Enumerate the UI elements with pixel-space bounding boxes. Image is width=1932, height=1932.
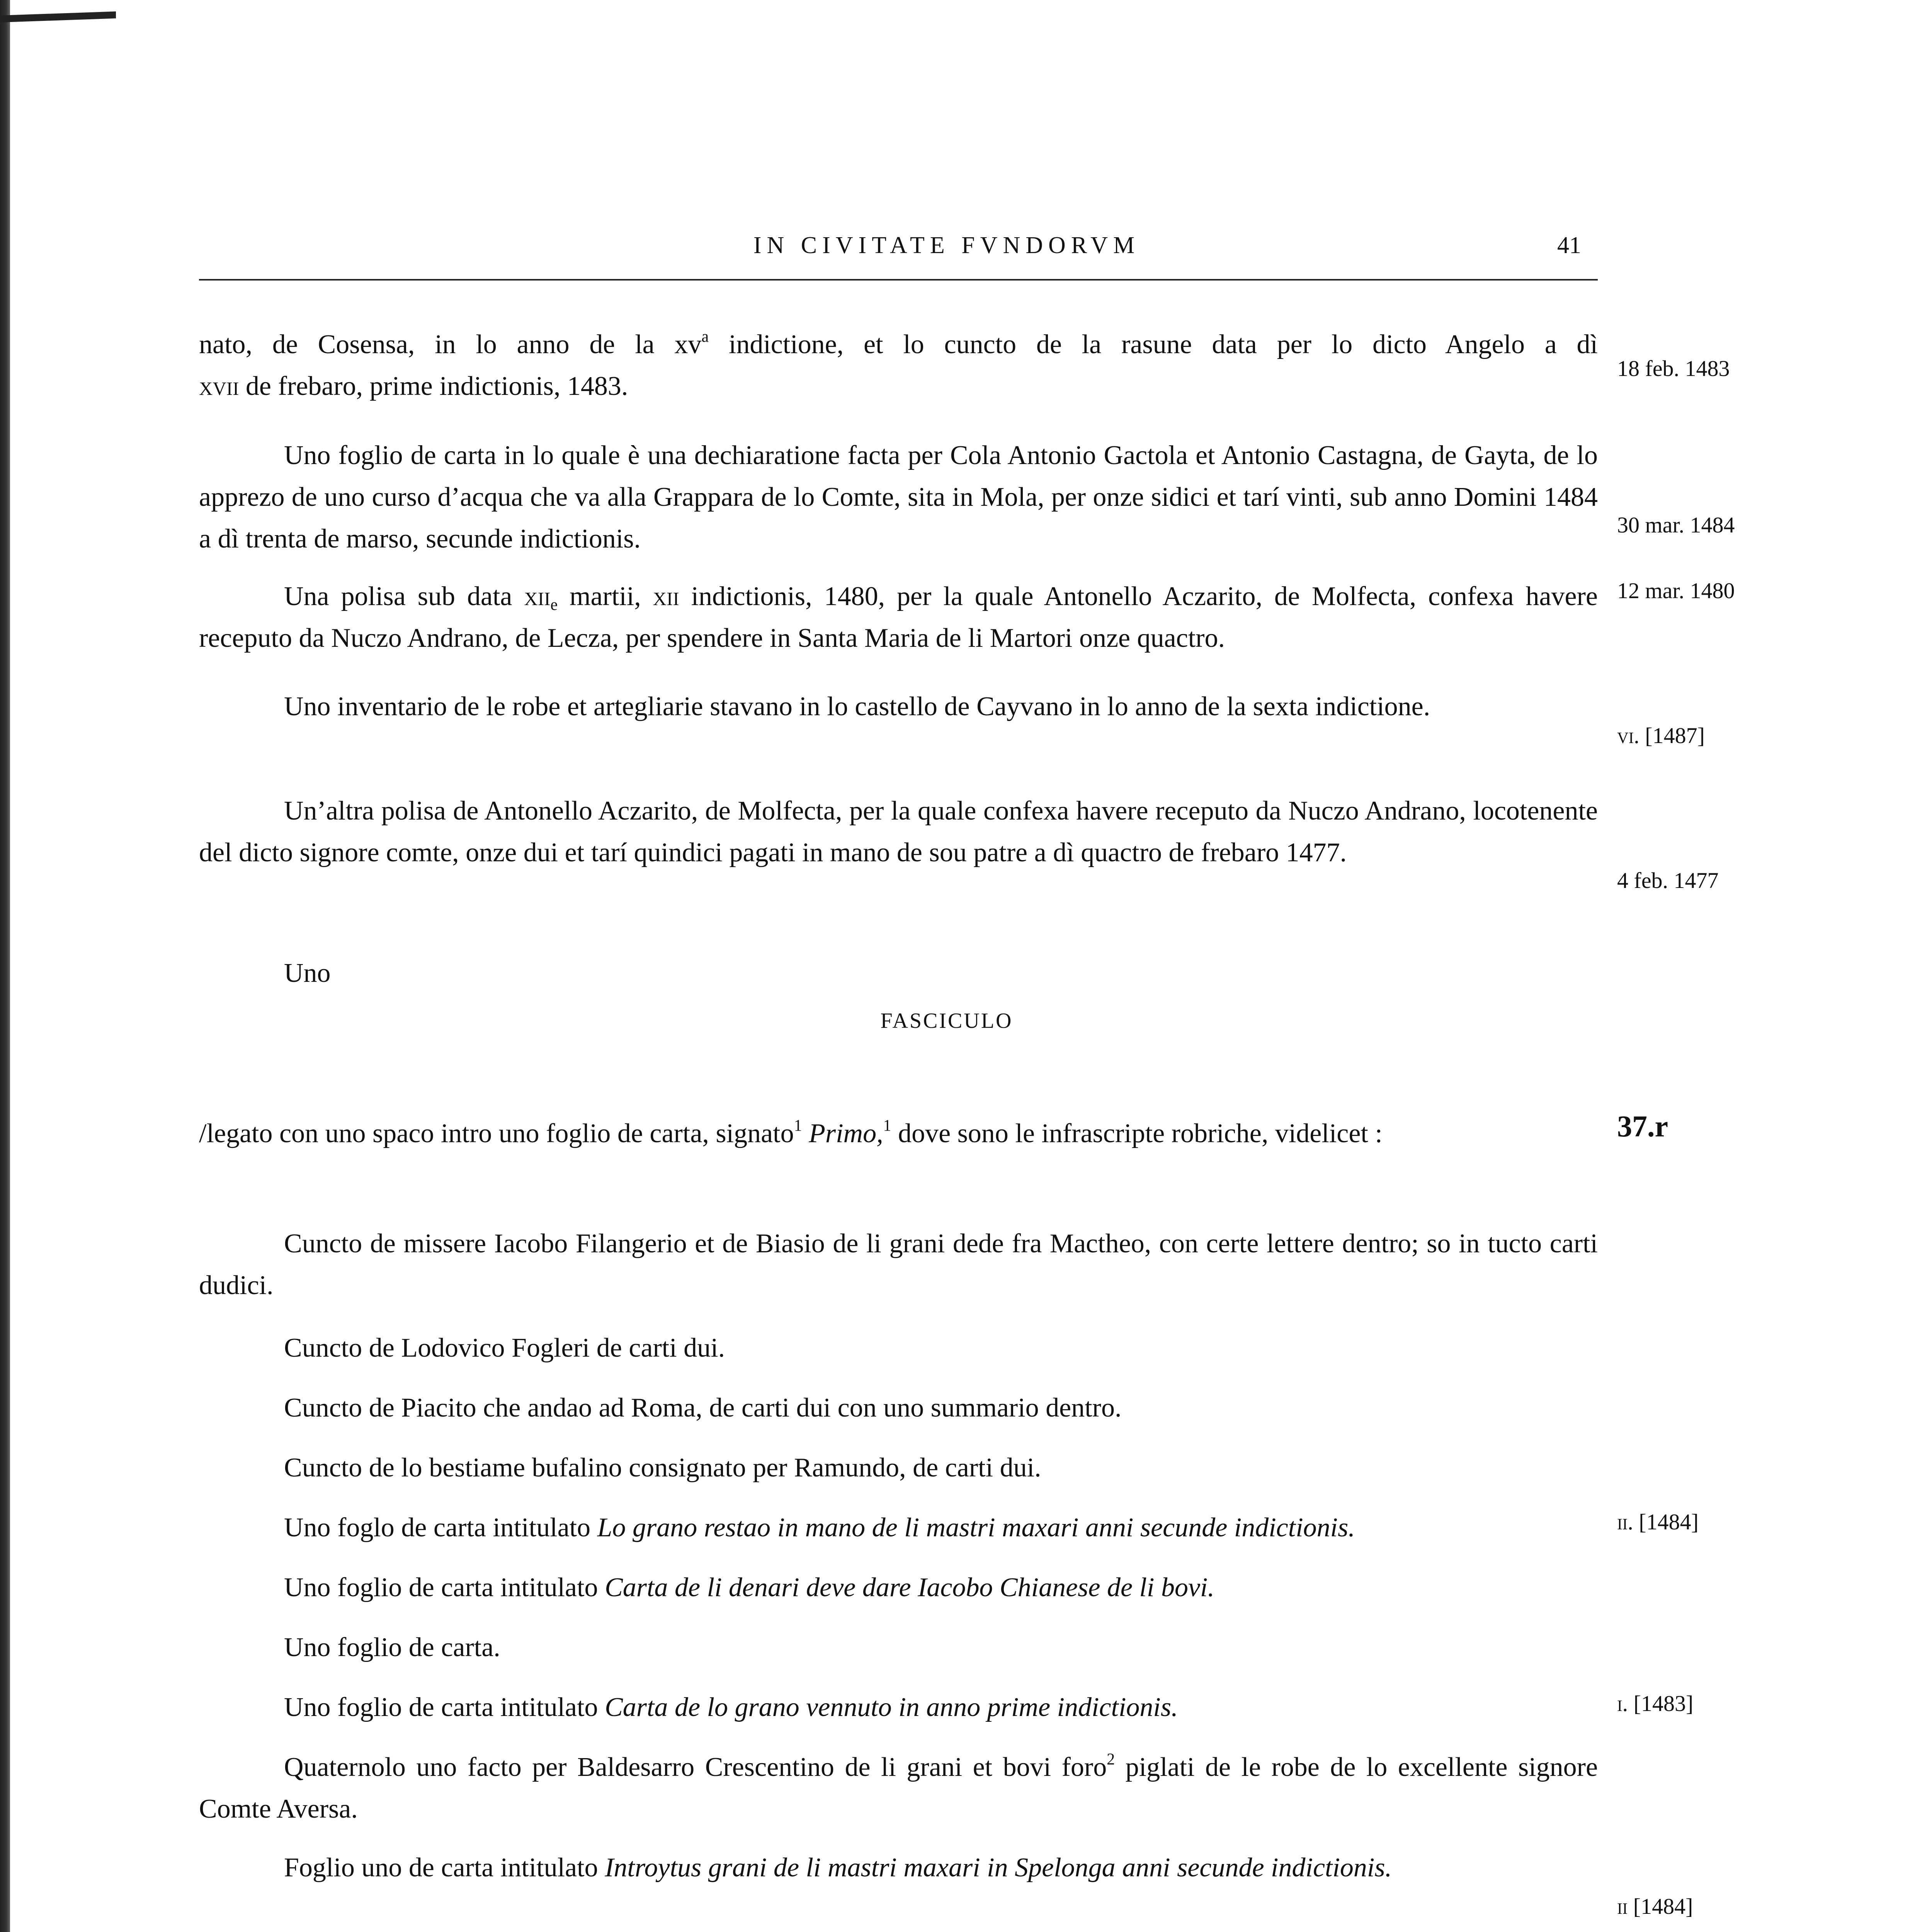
- binding-corner: [0, 12, 116, 22]
- paragraph-6: Uno: [284, 958, 331, 988]
- list-item: Quaternolo uno facto per Baldesarro Crescentino de li grani et bovi foro$^2$ piglati de le robe de lo excellente signore Comte Aversa.: [199, 1750, 1598, 1824]
- paragraph-5: Un’altra polisa de Antonello Aczarito, de Molfecta, per la quale confexa havere receputo da Nuczo Andrano, locotenente del dicto signore comte, onze dui et tarí quindici pagati in mano de sou patre a dì quactro de frebaro 1477.: [199, 796, 1598, 867]
- list-item: Uno foglo de carta intitulato Lo grano restao in mano de li mastri maxari anni secunde indictionis.: [284, 1513, 1355, 1543]
- list-item: Uno foglio de carta.: [284, 1633, 500, 1662]
- paragraph-4: Uno inventario de le robe et artegliarie stavano in lo castello de Cayvano in lo anno de la sexta indictione.: [284, 692, 1430, 721]
- fasciculo-title: FASCICULO: [880, 1009, 1013, 1033]
- list-item: Uno foglio de carta intitulato Carta de lo grano vennuto in anno prime indictionis.: [284, 1692, 1178, 1722]
- list-item: Uno foglio de carta intitulato Carta de li denari deve dare Iacobo Chianese de li bovi.: [284, 1573, 1214, 1602]
- margin-date-1: 18 feb. 1483: [1617, 356, 1730, 381]
- paragraph-1: nato, de Cosensa, in lo anno de la $xv^a$ indictione, et lo cuncto de la rasune data per lo dicto Angelo a dì xvii de frebaro, prime indictionis, 1483.: [199, 328, 1598, 401]
- list-item: Cuncto de lo bestiame bufalino consignato per Ramundo, de carti dui.: [284, 1453, 1041, 1483]
- page-number: 41: [1557, 232, 1581, 259]
- margin-date-3: 12 mar. 1480: [1617, 578, 1735, 603]
- list-item: Cuncto de Lodovico Fogleri de carti dui.: [284, 1333, 725, 1363]
- margin-date-2: 30 mar. 1484: [1617, 512, 1735, 537]
- margin-date-5: 4 feb. 1477: [1617, 868, 1719, 893]
- paragraph-2: Uno foglio de carta in lo quale è una dechiaratione facta per Cola Antonio Gactola et Antonio Castagna, de Gayta, de lo apprezo de uno curso d’acqua che va alla Grappara de lo Comte, sita in Mola, per onze sidici et tarí vinti, sub anno Domini 1484 a dì trenta de marso, secunde indictionis.: [199, 440, 1598, 554]
- running-head: IN CIVITATE FVNDORVM: [753, 232, 1140, 259]
- list-item: Foglio uno de carta intitulato Introytus grani de li mastri maxari in Spelonga anni secunde indictionis.: [284, 1853, 1392, 1883]
- margin-date-4: vi. [1487]: [1617, 723, 1705, 748]
- margin-folio: 37.r: [1617, 1109, 1668, 1143]
- binding-edge: [0, 0, 10, 1932]
- header-rule: [199, 279, 1598, 281]
- margin-date-item-10: ii [1484]: [1617, 1894, 1693, 1919]
- list-item: Cuncto de Piacito che andao ad Roma, de carti dui con uno summario dentro.: [284, 1393, 1122, 1423]
- margin-date-item-5: ii. [1484]: [1617, 1509, 1699, 1534]
- fasciculo-intro: /legato con uno spaco intro uno foglio de carta, signato$^1$ Primo,$^1$ dove sono le infrascripte robriche, videlicet :: [199, 1117, 1383, 1148]
- paragraph-3: Una polisa sub data xii$_e$ martii, xii indictionis, 1480, per la quale Antonello Aczarito, de Molfecta, confexa havere receputo da Nuczo Andrano, de Lecza, per spendere in Santa Maria de li Martori onze quactro.: [199, 582, 1598, 653]
- margin-date-item-8: i. [1483]: [1617, 1691, 1694, 1716]
- list-item: Cuncto de missere Iacobo Filangerio et de Biasio de li grani dede fra Mactheo, con certe lettere dentro; so in tucto carti dudici.: [199, 1229, 1598, 1300]
